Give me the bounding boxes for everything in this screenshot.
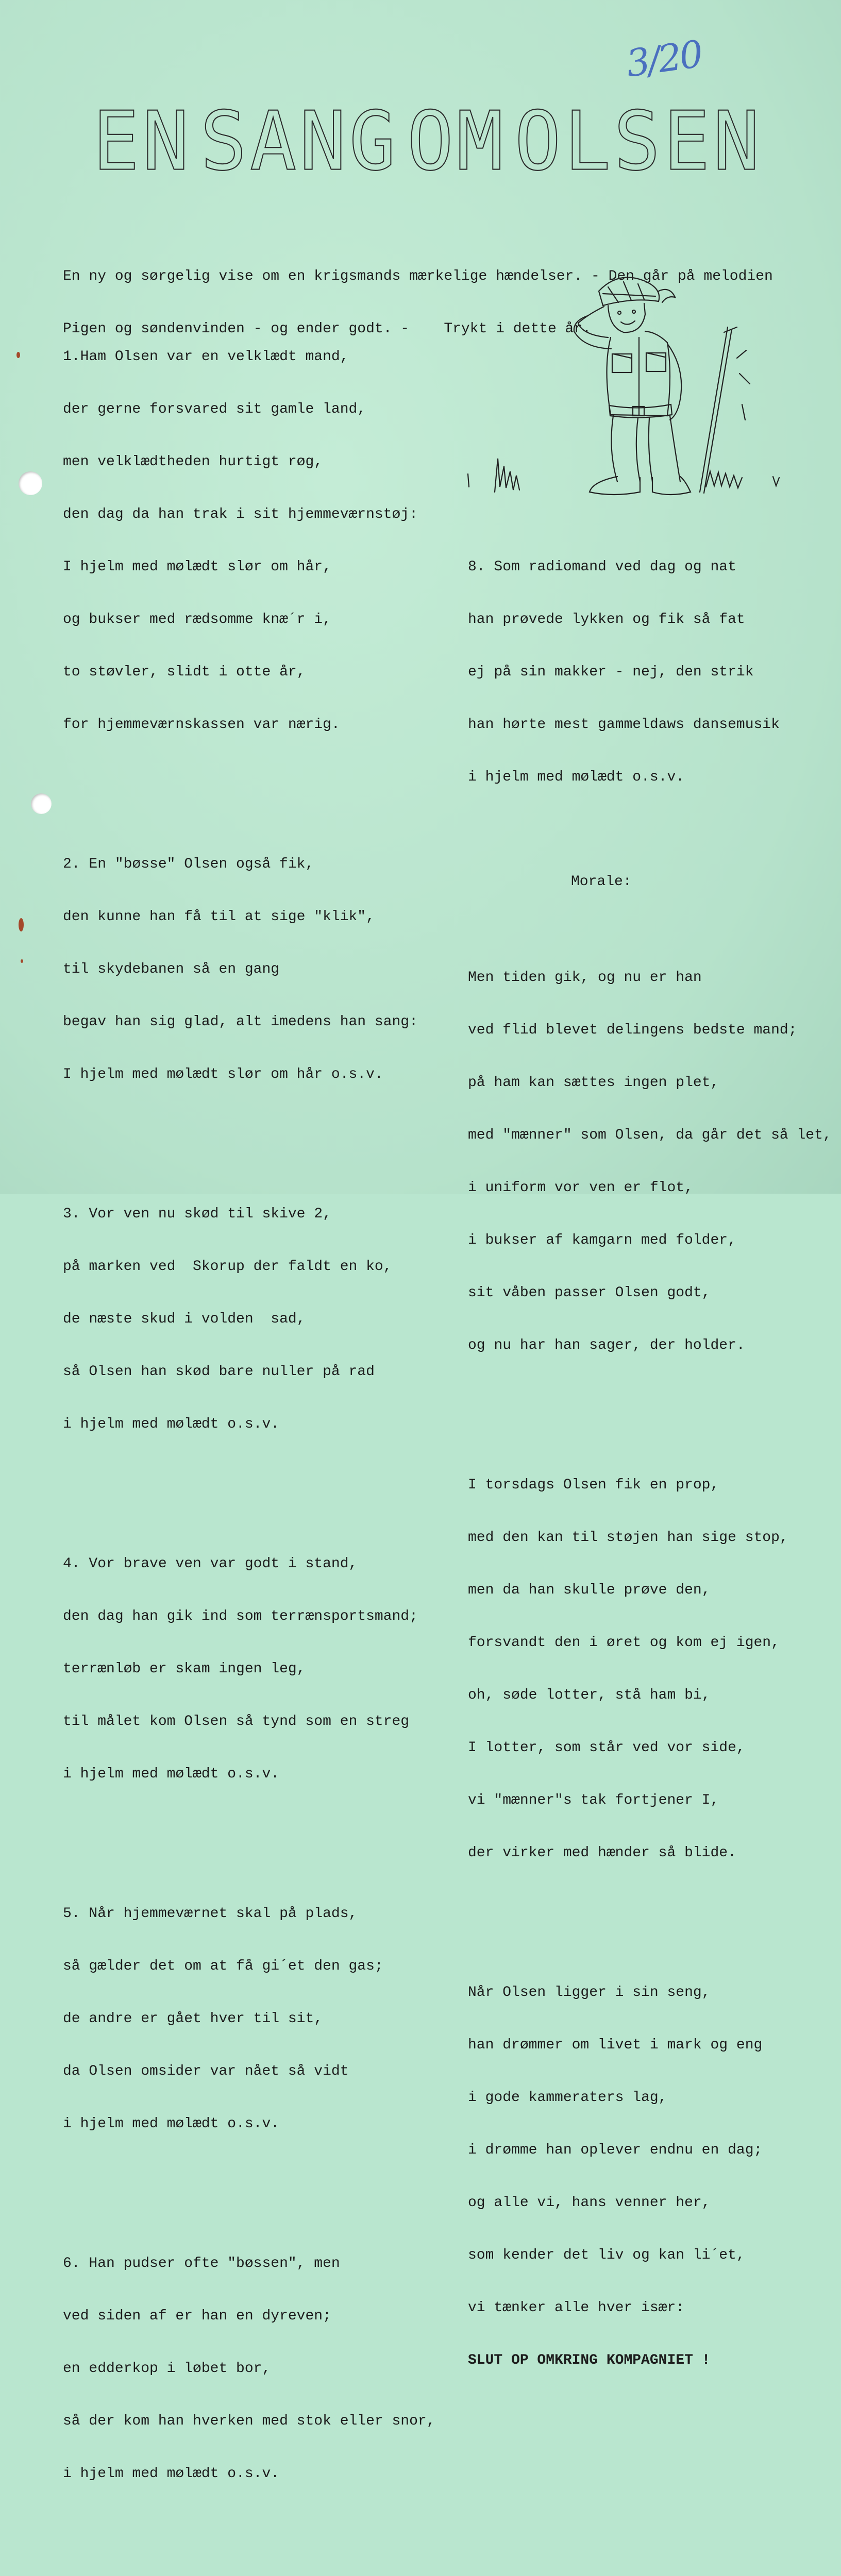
verse-line: i uniform vor ven er flot, <box>468 1180 693 1196</box>
verse-line: i gode kammeraters lag, <box>468 2090 667 2106</box>
verse-line: begav han sig glad, alt imedens han sang: <box>63 1014 418 1030</box>
verse-line: de næste skud i volden sad, <box>63 1311 306 1327</box>
verse-line: 5. Når hjemmeværnet skal på plads, <box>63 1906 358 1922</box>
stanza-3 <box>63 1171 455 1468</box>
verse-line: men da han skulle prøve den, <box>468 1582 711 1598</box>
morale-stanza-2 <box>468 1442 829 1897</box>
verse-line: med "mænner" som Olsen, da går det så let, <box>468 1127 832 1143</box>
verse-line: den kunne han få til at sige "klik", <box>63 909 375 925</box>
verse-line: i hjelm med mølædt o.s.v. <box>468 769 685 785</box>
verse-line: Men tiden gik, og nu er han <box>468 970 702 986</box>
verse-line: Når Olsen ligger i sin seng, <box>468 1985 711 2001</box>
verse-line: den dag da han trak i sit hjemmeværnstøj: <box>63 506 418 522</box>
title-word: OLSEN <box>514 94 763 189</box>
verse-line: og alle vi, hans venner her, <box>468 2195 711 2211</box>
morale-heading: Morale: <box>571 874 632 890</box>
verse-line: og bukser med rædsomme knæ´r i, <box>63 612 331 628</box>
stanza-5 <box>63 1870 455 2168</box>
verse-line: de andre er gået hver til sit, <box>63 2011 323 2027</box>
verse-line: 2. En "bøsse" Olsen også fik, <box>63 856 314 872</box>
morale-stanza-1 <box>468 934 832 1389</box>
verse-line: 1.Ham Olsen var en velklædt mand, <box>63 349 349 365</box>
right-column <box>468 488 832 2439</box>
verse-line: oh, søde lotter, stå ham bi, <box>468 1687 711 1703</box>
verse-line: men velklædtheden hurtigt røg, <box>63 454 323 470</box>
rust-spot <box>19 918 24 931</box>
stanza-4 <box>63 1520 455 1818</box>
verse-line: I lotter, som står ved vor side, <box>468 1740 745 1756</box>
verse-line: vi "mænner"s tak fortjener I, <box>468 1792 719 1808</box>
verse-line: til målet kom Olsen så tynd som en streg <box>63 1714 410 1730</box>
verse-line: i hjelm med mølædt o.s.v. <box>63 2116 280 2132</box>
verse-line: 4. Vor brave ven var godt i stand, <box>63 1556 358 1572</box>
verse-line: i hjelm med mølædt o.s.v. <box>63 1416 280 1432</box>
verse-line: to støvler, slidt i otte år, <box>63 664 306 680</box>
verse-line: da Olsen omsider var nået så vidt <box>63 2063 349 2079</box>
stanza-1 <box>63 313 455 769</box>
left-column <box>63 278 455 2576</box>
soldier-sketch <box>464 265 783 497</box>
stanza-2 <box>63 821 455 1118</box>
intro-line: Pigen og søndenvinden - og ender godt. - Trykt i dette år. <box>63 321 591 337</box>
punch-hole <box>19 471 42 495</box>
song-title <box>93 94 763 189</box>
verse-line: terrænløb er skam ingen leg, <box>63 1661 306 1677</box>
rust-spot <box>16 352 20 358</box>
punch-hole <box>31 793 52 814</box>
verse-line: som kender det liv og kan li´et, <box>468 2247 745 2263</box>
verse-line: i hjelm med mølædt o.s.v. <box>63 2466 280 2482</box>
verse-line: I torsdags Olsen fik en prop, <box>468 1477 719 1493</box>
verse-line: og nu har han sager, der holder. <box>468 1337 745 1353</box>
stanza-8 <box>468 523 829 821</box>
verse-line: han drømmer om livet i mark og eng <box>468 2037 763 2053</box>
title-word: OM <box>407 94 507 189</box>
title-word: EN <box>93 94 192 189</box>
closing-slogan: SLUT OP OMKRING KOMPAGNIET ! <box>468 2352 711 2368</box>
verse-line: på ham kan sættes ingen plet, <box>468 1075 719 1091</box>
verse-line: for hjemmeværnskassen var nærig. <box>63 717 340 733</box>
verse-line: sit våben passer Olsen godt, <box>468 1285 711 1301</box>
verse-line: ej på sin makker - nej, den strik <box>468 664 754 680</box>
verse-line: I hjelm med mølædt slør om hår, <box>63 559 331 575</box>
verse-line: han prøvede lykken og fik så fat <box>468 612 745 628</box>
verse-line: der gerne forsvared sit gamle land, <box>63 401 366 417</box>
verse-line: så Olsen han skød bare nuller på rad <box>63 1364 375 1380</box>
verse-line: ved siden af er han en dyreven; <box>63 2308 331 2324</box>
verse-line: i drømme han oplever endnu en dag; <box>468 2142 763 2158</box>
title-word: SANG <box>200 94 399 189</box>
handwritten-note: 3/20 <box>623 32 704 86</box>
verse-line: en edderkop i løbet bor, <box>63 2361 271 2377</box>
verse-line: så gælder det om at få gi´et den gas; <box>63 1958 383 1974</box>
verse-line: forsvandt den i øret og kom ej igen, <box>468 1635 780 1651</box>
intro-line: En ny og sørgelig vise om en krigsmands mærkelige hændelser. - Den går på melodien <box>63 268 773 284</box>
verse-line: så der kom han hverken med stok eller snor, <box>63 2413 435 2429</box>
stanza-6 <box>63 2220 455 2518</box>
verse-line: 6. Han pudser ofte "bøssen", men <box>63 2256 340 2272</box>
verse-line: i bukser af kamgarn med folder, <box>468 1232 736 1248</box>
verse-line: til skydebanen så en gang <box>63 961 280 977</box>
verse-line: han hørte mest gammeldaws dansemusik <box>468 717 780 733</box>
verse-line: vi tænker alle hver især: <box>468 2300 685 2316</box>
verse-line: 8. Som radiomand ved dag og nat <box>468 559 736 575</box>
verse-line: I hjelm med mølædt slør om hår o.s.v. <box>63 1066 383 1082</box>
stanza-7 <box>63 2570 455 2576</box>
morale-stanza-3 <box>468 1949 829 2404</box>
verse-line: der virker med hænder så blide. <box>468 1845 736 1861</box>
verse-line: på marken ved Skorup der faldt en ko, <box>63 1259 392 1275</box>
verse-line: med den kan til støjen han sige stop, <box>468 1530 788 1546</box>
rust-spot <box>21 959 23 963</box>
verse-line: i hjelm med mølædt o.s.v. <box>63 1766 280 1782</box>
verse-line: 3. Vor ven nu skød til skive 2, <box>63 1206 331 1222</box>
verse-line: den dag han gik ind som terrænsportsmand; <box>63 1608 418 1624</box>
verse-line: ved flid blevet delingens bedste mand; <box>468 1022 797 1038</box>
